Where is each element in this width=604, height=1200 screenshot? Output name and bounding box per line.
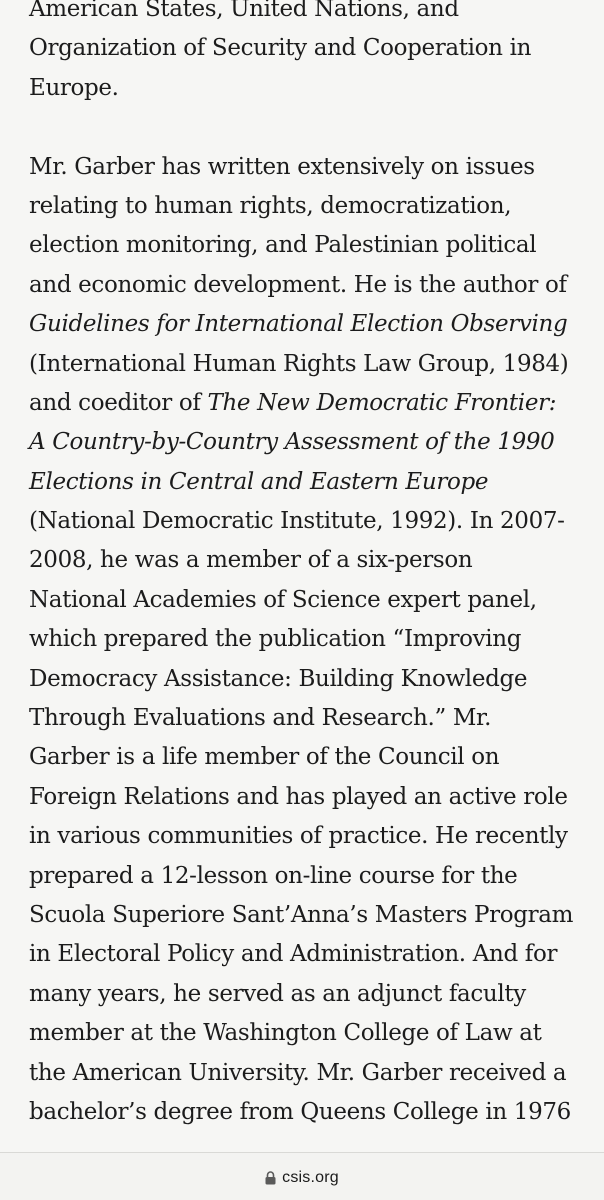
text-line [29, 463, 589, 502]
text-line: (National Democratic Institute, 1992). In 2007- [29, 508, 565, 535]
text-segment: and coeditor of [29, 389, 201, 416]
book-title: Guidelines for International Election Observing [29, 311, 568, 338]
text-line: Garber is a life member of the Council on [29, 744, 500, 771]
book-title: A Country-by-Country Assessment of the 1990 [29, 429, 555, 456]
text-line [29, 423, 589, 462]
text-line [29, 384, 589, 423]
text-line: the American University. Mr. Garber received a [29, 1059, 567, 1086]
text-line: in various communities of practice. He recently [29, 823, 568, 850]
text-line: Foreign Relations and has played an active role [29, 783, 568, 810]
text-line: 2008, he was a member of a six-person [29, 547, 473, 574]
url-text[interactable]: csis.org [282, 1168, 339, 1186]
text-line: Democracy Assistance: Building Knowledge [29, 665, 528, 692]
book-title: The New Democratic Frontier: [207, 389, 557, 416]
text-line: National Academies of Science expert panel, [29, 586, 537, 613]
article-body [29, 0, 589, 1132]
text-line: Scuola Superiore Sant’Anna’s Masters Program [29, 901, 574, 928]
text-line: Through Evaluations and Research.” Mr. [29, 705, 492, 732]
url-display[interactable] [265, 1169, 339, 1187]
text-line: Organization of Security and Cooperation in [29, 35, 532, 62]
book-title: Elections in Central and Eastern Europe [29, 468, 489, 495]
lock-icon [265, 1171, 276, 1185]
text-line: which prepared the publication “Improving [29, 626, 522, 653]
paragraph-gap [29, 108, 589, 147]
address-bar[interactable] [0, 1152, 604, 1200]
text-line: (International Human Rights Law Group, 1984) [29, 350, 569, 377]
text-line: bachelor’s degree from Queens College in 1976 [29, 1098, 571, 1125]
text-line: many years, he served as an adjunct faculty [29, 980, 526, 1007]
text-line: election monitoring, and Palestinian political [29, 232, 537, 259]
text-line: Europe. [29, 74, 119, 101]
text-line: prepared a 12-lesson on-line course for the [29, 862, 518, 889]
text-line: relating to human rights, democratization, [29, 192, 512, 219]
text-line: member at the Washington College of Law at [29, 1020, 542, 1047]
text-line: and economic development. He is the author of [29, 271, 567, 298]
text-line: Mr. Garber has written extensively on issues [29, 153, 535, 180]
text-line [29, 305, 589, 344]
text-line: American States, United Nations, and [29, 0, 459, 22]
text-line: in Electoral Policy and Administration. And for [29, 941, 558, 968]
